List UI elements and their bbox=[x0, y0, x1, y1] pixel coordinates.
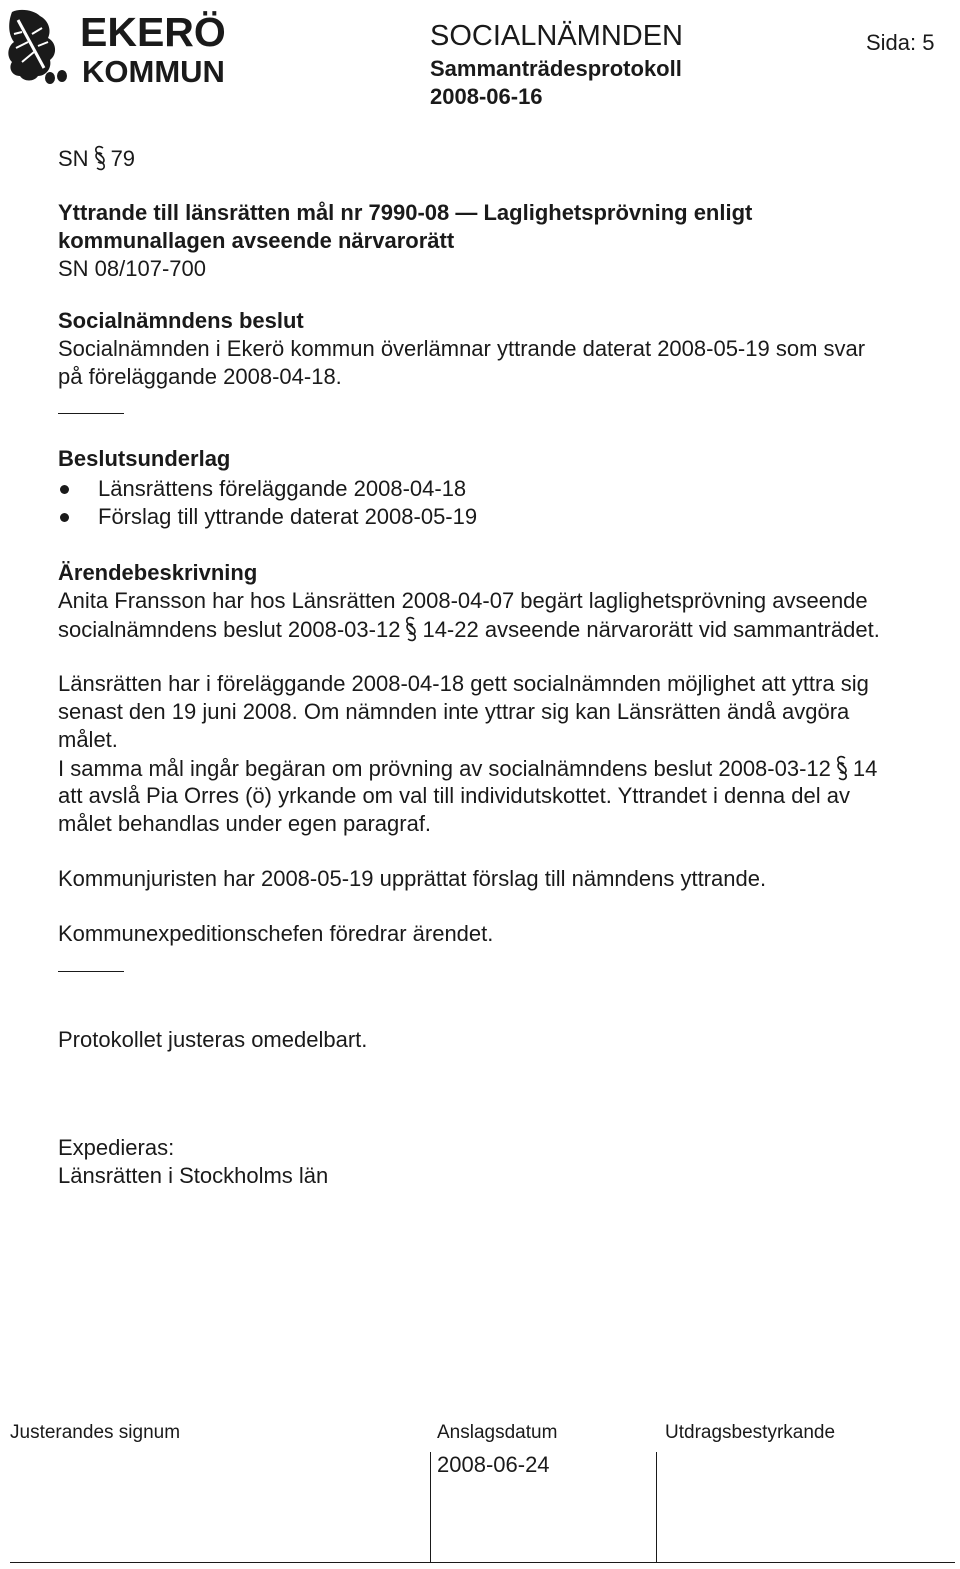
section-sign-icon bbox=[93, 144, 107, 172]
adjusted-note: Protokollet justeras omedelbart. bbox=[58, 1027, 368, 1052]
municipality-logo bbox=[4, 6, 226, 86]
description-p2-line1: Länsrätten har i föreläggande 2008-04-18 gett socialnämnden möjlighet att yttra sig bbox=[58, 671, 869, 696]
bullet-icon bbox=[60, 513, 69, 522]
decision-heading: Socialnämndens beslut bbox=[58, 308, 304, 333]
description-p3-line3: målet behandlas under egen paragraf. bbox=[58, 811, 432, 836]
protocol-label: Sammanträdesprotokoll bbox=[430, 56, 682, 81]
divider bbox=[58, 413, 124, 414]
item-number bbox=[58, 144, 135, 173]
description-heading: Ärendebeskrivning bbox=[58, 560, 258, 585]
section-sign-icon bbox=[404, 615, 418, 643]
description-p3-line1 bbox=[58, 754, 877, 783]
item-title-line1: Yttrande till länsrätten mål nr 7990-08 — Laglighetsprövning enligt bbox=[58, 200, 753, 225]
posting-label: Anslagsdatum bbox=[437, 1422, 558, 1443]
item-title-line2: kommunallagen avseende närvarorätt bbox=[58, 228, 455, 253]
basis-heading: Beslutsunderlag bbox=[58, 446, 231, 471]
decision-line1: Socialnämnden i Ekerö kommun överlämnar yttrande daterat 2008-05-19 som svar bbox=[58, 336, 866, 361]
signature-label: Justerandes signum bbox=[10, 1422, 181, 1443]
case-number: SN 08/107-700 bbox=[58, 256, 206, 281]
description-p1-line2-b: 14-22 avseende närvarorätt vid sammanträdet. bbox=[422, 617, 880, 642]
item-number-value: 79 bbox=[110, 146, 136, 171]
description-p1-line1: Anita Fransson har hos Länsrätten 2008-04-07 begärt laglighetsprövning avseende bbox=[58, 588, 868, 613]
sent-to: Länsrätten i Stockholms län bbox=[58, 1163, 329, 1188]
description-p1-line2-a: socialnämndens beslut 2008-03-12 bbox=[58, 617, 401, 642]
description-p1-line2 bbox=[58, 615, 880, 644]
section-sign-icon bbox=[835, 754, 849, 782]
item-prefix: SN bbox=[58, 146, 89, 171]
decision-line2: på föreläggande 2008-04-18. bbox=[58, 364, 342, 389]
extract-label: Utdragsbestyrkande bbox=[665, 1422, 836, 1443]
bullet-icon bbox=[60, 485, 69, 494]
footer-divider-left bbox=[430, 1452, 431, 1562]
basis-item: Förslag till yttrande daterat 2008-05-19 bbox=[98, 504, 478, 529]
description-p5: Kommunexpeditionschefen föredrar ärendet. bbox=[58, 921, 494, 946]
divider bbox=[58, 971, 124, 972]
logo-text-bottom: KOMMUN bbox=[82, 54, 225, 86]
description-p2-line3: målet. bbox=[58, 727, 118, 752]
footer-bottom-line bbox=[10, 1562, 955, 1563]
description-p4: Kommunjuristen har 2008-05-19 upprättat förslag till nämndens yttrande. bbox=[58, 866, 767, 891]
page-number: Sida: 5 bbox=[866, 30, 935, 55]
posting-date: 2008-06-24 bbox=[437, 1452, 550, 1477]
meeting-date: 2008-06-16 bbox=[430, 84, 543, 109]
basis-item: Länsrättens föreläggande 2008-04-18 bbox=[98, 476, 467, 501]
sent-label: Expedieras: bbox=[58, 1135, 175, 1160]
description-p3-line1-a: I samma mål ingår begäran om prövning av socialnämndens beslut 2008-03-12 bbox=[58, 756, 831, 781]
logo-text-top: EKERÖ bbox=[80, 9, 226, 55]
footer-divider-right bbox=[656, 1452, 657, 1562]
oak-leaf-icon bbox=[8, 10, 67, 84]
description-p2-line2: senast den 19 juni 2008. Om nämnden inte yttrar sig kan Länsrätten ändå avgöra bbox=[58, 699, 850, 724]
description-p3-line2: att avslå Pia Orres (ö) yrkande om val till individutskottet. Yttrandet i denna del av bbox=[58, 783, 850, 808]
description-p3-line1-b: 14 bbox=[852, 756, 878, 781]
committee-name: SOCIALNÄMNDEN bbox=[430, 20, 683, 52]
